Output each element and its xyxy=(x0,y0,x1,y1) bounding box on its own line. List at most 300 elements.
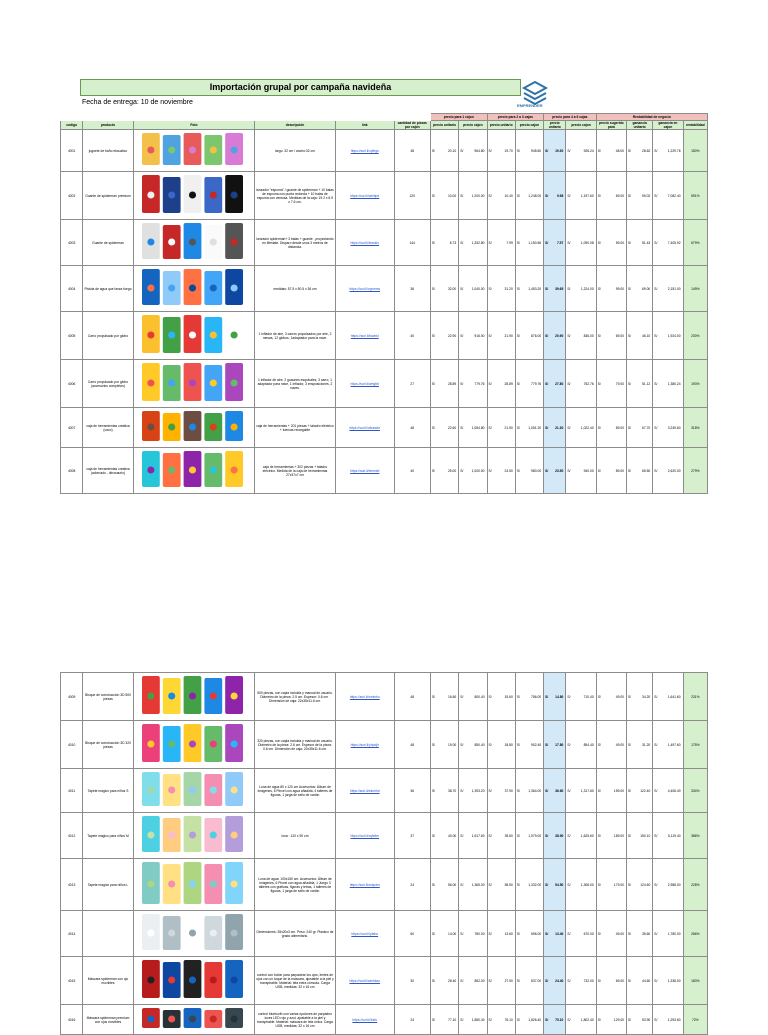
unit-profit xyxy=(627,721,653,769)
currency-symbol: S/ xyxy=(567,1017,571,1022)
product-code: 4015 xyxy=(61,957,83,1005)
price-3-unit xyxy=(544,448,566,494)
column-header: Foto xyxy=(133,121,254,130)
suggested-price xyxy=(596,312,626,360)
product-photo-cell xyxy=(133,360,254,408)
suggested-price xyxy=(596,769,626,813)
product-link[interactable]: https://surl.li/wkchhd xyxy=(349,788,380,793)
currency-symbol: S/ xyxy=(431,978,436,983)
currency-symbol: S/ xyxy=(654,978,658,983)
currency-symbol: S/ xyxy=(545,148,549,153)
column-header: cantidad de piezas por cajon xyxy=(394,121,430,130)
currency-symbol: S/ xyxy=(628,381,632,386)
product-description: 1 inflador de aire, 3 carros propulsados por aire, 2 mesas, 12 globos, 1adaptador para la nave. xyxy=(255,312,336,360)
price-2-unit xyxy=(487,130,515,172)
amount: 2,151.00 xyxy=(667,286,681,291)
currency-symbol: S/ xyxy=(516,882,520,887)
box-profit xyxy=(653,911,683,957)
currency-symbol: S/ xyxy=(654,240,658,245)
product-link[interactable]: https://surl.li/wntpdm xyxy=(349,882,380,887)
price-1-box xyxy=(459,1005,487,1035)
amount: 48.00 xyxy=(615,148,624,153)
product-code: 4014 xyxy=(61,911,83,957)
product-name: Tapete magico para niños M xyxy=(83,813,134,859)
box-profit xyxy=(653,859,683,911)
photo-shape xyxy=(189,423,196,430)
price-2-box xyxy=(515,172,543,220)
photo-shape xyxy=(189,284,196,291)
suggested-price xyxy=(596,360,626,408)
box-profit xyxy=(653,360,683,408)
amount: 3,249.60 xyxy=(667,425,681,430)
currency-symbol: S/ xyxy=(545,833,549,838)
box-profit xyxy=(653,408,683,448)
price-1-unit xyxy=(430,1005,458,1035)
price-2-box xyxy=(515,360,543,408)
table-row xyxy=(61,911,708,957)
price-1-unit xyxy=(430,130,458,172)
photo-shape xyxy=(147,692,154,699)
logo-text: EMPRENDER xyxy=(517,103,543,108)
currency-symbol: S/ xyxy=(516,425,520,430)
currency-symbol: S/ xyxy=(597,148,601,153)
amount: 1,051.20 xyxy=(528,425,542,430)
product-link-cell xyxy=(335,312,394,360)
product-link-cell xyxy=(335,859,394,911)
currency-symbol: S/ xyxy=(460,742,464,747)
box-profit xyxy=(653,172,683,220)
price-1-unit xyxy=(430,911,458,957)
product-code: 4013 xyxy=(61,859,83,911)
amount: 710.40 xyxy=(583,694,594,699)
product-name: Máscara spiderman premium con ojos movibles xyxy=(83,1005,134,1035)
product-code: 4002 xyxy=(61,172,83,220)
currency-symbol: S/ xyxy=(488,240,492,245)
amount: 99.00 xyxy=(615,286,624,291)
price-2-box xyxy=(515,448,543,494)
product-link[interactable]: https://surl.li/xyfbgs xyxy=(350,148,379,153)
currency-symbol: S/ xyxy=(516,333,520,338)
photo-shape xyxy=(168,191,175,198)
product-photo-cell xyxy=(133,673,254,721)
photo-shape xyxy=(147,331,154,338)
currency-symbol: S/ xyxy=(516,694,520,699)
unit-profit xyxy=(627,448,653,494)
product-description: Dimensiones: 28x20x3 cm. Peso: 240 gr. Plastico de grado alimentario. xyxy=(255,911,336,957)
photo-shape xyxy=(189,379,196,386)
amount: 1,293.60 xyxy=(667,1017,681,1022)
price-1-box xyxy=(459,220,487,266)
photo-shape xyxy=(189,976,196,983)
product-photo-cell xyxy=(133,859,254,911)
currency-symbol: S/ xyxy=(516,742,520,747)
product-photo xyxy=(138,131,250,169)
amount: 1,000.00 xyxy=(471,468,485,473)
unit-profit xyxy=(627,813,653,859)
profitability: 334% xyxy=(683,769,707,813)
price-3-box xyxy=(566,220,596,266)
amount: 779.76 xyxy=(474,381,485,386)
product-link[interactable]: https://surl.li/bmmstf xyxy=(350,468,380,473)
photo-shape xyxy=(168,740,175,747)
currency-symbol: S/ xyxy=(488,694,492,699)
photo-shape xyxy=(189,831,196,838)
currency-symbol: S/ xyxy=(567,833,571,838)
product-link-cell xyxy=(335,220,394,266)
price-1-box xyxy=(459,448,487,494)
amount: 38.70 xyxy=(447,788,457,793)
price-1-unit xyxy=(430,721,458,769)
photo-shape xyxy=(147,191,154,198)
product-link[interactable]: https://surl.li/wmhkax xyxy=(349,978,381,983)
table-row xyxy=(61,172,708,220)
product-link[interactable]: https://surl.li/pfaho xyxy=(351,931,379,936)
amount: 49.00 xyxy=(615,694,624,699)
product-photo xyxy=(138,313,250,357)
product-link-cell xyxy=(335,266,394,312)
photo-shape xyxy=(189,929,196,936)
product-name: Máscara spiderman con ojo movibles xyxy=(83,957,134,1005)
blank-group-cell xyxy=(61,114,431,121)
amount: 21.90 xyxy=(504,333,513,338)
currency-symbol: S/ xyxy=(628,742,632,747)
photo-shape xyxy=(147,423,154,430)
product-description: Lona de agua: 100x150 cm. Accesorios: Álbum de imágenes, 6 Pincel con agua añadida, 1 Juego 3 talleres con graficas, figuras y letras, 1 talleres de figuras, 1 jarga de sello de cartón xyxy=(255,859,336,911)
profitability: 591% xyxy=(683,172,707,220)
photo-shape xyxy=(168,976,175,983)
amount: 4,406.40 xyxy=(667,788,681,793)
product-link[interactable]: https://surl.li/bzfu xyxy=(352,1017,378,1022)
amount: 27.80 xyxy=(555,381,564,386)
amount: 22.90 xyxy=(447,333,457,338)
column-header: precio sugerido para xyxy=(596,121,626,130)
currency-symbol: S/ xyxy=(597,833,601,838)
price-2-box xyxy=(515,1005,543,1035)
amount: 1,497.60 xyxy=(667,742,681,747)
amount: 21.90 xyxy=(504,425,513,430)
product-link[interactable]: https://surl.li/vgxmnw xyxy=(349,286,381,291)
amount: 77.10 xyxy=(447,1017,457,1022)
price-1-box xyxy=(459,172,487,220)
product-name: caja de herramientas creativa (adornado - dinosaurio) xyxy=(83,448,134,494)
amount: 1,380.24 xyxy=(667,381,681,386)
price-2-unit xyxy=(487,859,515,911)
amount: 1,393.20 xyxy=(471,788,485,793)
product-link[interactable]: https://surl.li/wmtxbu xyxy=(349,694,380,699)
currency-symbol: S/ xyxy=(654,148,658,153)
amount: 19.30 xyxy=(555,148,564,153)
product-photo xyxy=(138,449,250,491)
currency-symbol: S/ xyxy=(488,193,492,198)
box-profit xyxy=(653,130,683,172)
currency-symbol: S/ xyxy=(654,742,658,747)
currency-symbol: S/ xyxy=(628,148,632,153)
suggested-price xyxy=(596,220,626,266)
unit-profit xyxy=(627,1005,653,1035)
profitability: 279% xyxy=(683,448,707,494)
amount: 916.00 xyxy=(474,333,485,338)
amount: 28.89 xyxy=(504,381,513,386)
product-link-cell xyxy=(335,130,394,172)
price-3-unit xyxy=(544,957,566,1005)
product-photo xyxy=(138,912,250,954)
price-2-unit xyxy=(487,408,515,448)
amount: 1,248.00 xyxy=(528,193,542,198)
price-2-box xyxy=(515,673,543,721)
amount: 9.98 xyxy=(556,193,564,198)
amount: 1,364.00 xyxy=(528,788,542,793)
piece-quantity: 27 xyxy=(394,360,430,408)
currency-symbol: S/ xyxy=(545,193,549,198)
profitability: 386% xyxy=(683,813,707,859)
suggested-price xyxy=(596,859,626,911)
amount: 67.70 xyxy=(642,425,651,430)
product-link[interactable]: https://surl.li/dtxaiwkr xyxy=(349,425,381,430)
price-2-unit xyxy=(487,360,515,408)
column-header: ganancia unitario xyxy=(627,121,653,130)
amount: 902.40 xyxy=(531,742,542,747)
amount: 1,308.00 xyxy=(580,882,594,887)
profitability: 231% xyxy=(683,673,707,721)
product-link[interactable]: https://surl.li/tswbkt xyxy=(350,333,379,338)
photo-shape xyxy=(230,191,237,198)
photo-shape xyxy=(210,146,217,153)
price-2-box xyxy=(515,911,543,957)
product-description: lona : 120 x 90 cm xyxy=(255,813,336,859)
amount: 129.00 xyxy=(613,1017,624,1022)
amount: 59.00 xyxy=(615,240,624,245)
price-2-box xyxy=(515,721,543,769)
currency-symbol: S/ xyxy=(567,742,571,747)
currency-symbol: S/ xyxy=(488,468,492,473)
amount: 20.10 xyxy=(447,148,457,153)
price-1-unit xyxy=(430,859,458,911)
currency-symbol: S/ xyxy=(654,333,658,338)
photo-shape xyxy=(210,238,217,245)
currency-symbol: S/ xyxy=(597,193,601,198)
price-group-header: Rentabilidad de negocio xyxy=(596,114,707,121)
photo-shape xyxy=(210,423,217,430)
product-code: 4011 xyxy=(61,769,83,813)
product-link[interactable]: https://surl.li/rqfzftm xyxy=(350,833,380,838)
currency-symbol: S/ xyxy=(488,425,492,430)
suggested-price xyxy=(596,813,626,859)
photo-shape xyxy=(147,379,154,386)
currency-symbol: S/ xyxy=(567,978,571,983)
price-2-unit xyxy=(487,721,515,769)
photo-shape xyxy=(230,284,237,291)
product-name: Bloque de construcción 3D 500 piezas xyxy=(83,673,134,721)
price-1-unit xyxy=(430,220,458,266)
column-header: producto xyxy=(83,121,134,130)
currency-symbol: S/ xyxy=(460,240,464,245)
photo-shape xyxy=(168,238,175,245)
photo-shape xyxy=(168,379,175,386)
price-1-unit xyxy=(430,769,458,813)
unit-profit xyxy=(627,172,653,220)
photo-shape xyxy=(230,146,237,153)
currency-symbol: S/ xyxy=(488,286,492,291)
column-header: precio cajon xyxy=(459,121,487,130)
currency-symbol: S/ xyxy=(628,931,632,936)
price-3-box xyxy=(566,312,596,360)
suggested-price xyxy=(596,911,626,957)
product-photo xyxy=(138,770,250,810)
amount: 1,365.00 xyxy=(471,882,485,887)
amount: 837.00 xyxy=(531,978,542,983)
amount: 945.60 xyxy=(531,148,542,153)
price-1-unit xyxy=(430,266,458,312)
amount: 69.00 xyxy=(615,333,624,338)
photo-shape xyxy=(189,331,196,338)
unit-profit xyxy=(627,859,653,911)
photo-shape xyxy=(230,740,237,747)
price-2-box xyxy=(515,130,543,172)
price-1-unit xyxy=(430,172,458,220)
currency-symbol: S/ xyxy=(567,286,571,291)
currency-symbol: S/ xyxy=(654,381,658,386)
column-header: precio cajon xyxy=(515,121,543,130)
box-profit xyxy=(653,312,683,360)
photo-shape xyxy=(189,146,196,153)
price-1-unit xyxy=(430,673,458,721)
piece-quantity: 36 xyxy=(394,266,430,312)
price-3-unit xyxy=(544,130,566,172)
amount: 69.00 xyxy=(615,978,624,983)
amount: 38.90 xyxy=(555,833,564,838)
currency-symbol: S/ xyxy=(545,1017,549,1022)
amount: 89.00 xyxy=(615,425,624,430)
photo-shape xyxy=(230,331,237,338)
photo-shape xyxy=(189,191,196,198)
piece-quantity: 120 xyxy=(394,172,430,220)
amount: 696.00 xyxy=(531,931,542,936)
product-code: 4009 xyxy=(61,673,83,721)
price-3-unit xyxy=(544,172,566,220)
piece-quantity: 60 xyxy=(394,911,430,957)
price-3-box xyxy=(566,172,596,220)
piece-quantity: 48 xyxy=(394,721,430,769)
photo-shape xyxy=(230,423,237,430)
amount: 964.80 xyxy=(474,148,485,153)
currency-symbol: S/ xyxy=(597,1017,601,1022)
photo-shape xyxy=(230,466,237,473)
currency-symbol: S/ xyxy=(628,333,632,338)
photo-shape xyxy=(168,466,175,473)
amount: 779.76 xyxy=(531,381,542,386)
amount: 14.80 xyxy=(555,694,564,699)
product-link-cell xyxy=(335,360,394,408)
product-photo-cell xyxy=(133,721,254,769)
currency-symbol: S/ xyxy=(431,468,436,473)
photo-shape xyxy=(210,831,217,838)
piece-quantity: 144 xyxy=(394,220,430,266)
product-link[interactable]: https://surl.li/wrtgbb xyxy=(350,381,379,386)
amount: 19.70 xyxy=(504,148,513,153)
photo-shape xyxy=(168,786,175,793)
amount: 1,040.00 xyxy=(471,286,485,291)
product-code: 4007 xyxy=(61,408,83,448)
currency-symbol: S/ xyxy=(654,694,658,699)
photo-shape xyxy=(147,786,154,793)
amount: 1,802.40 xyxy=(580,1017,594,1022)
currency-symbol: S/ xyxy=(545,425,549,430)
amount: 51.43 xyxy=(642,240,651,245)
currency-symbol: S/ xyxy=(597,788,601,793)
amount: 150.10 xyxy=(640,833,651,838)
amount: 76.10 xyxy=(504,1017,513,1022)
product-name: Guante de spiderman premium xyxy=(83,172,134,220)
currency-symbol: S/ xyxy=(597,425,601,430)
product-photo xyxy=(138,958,250,1002)
product-link[interactable]: https://surl.li/yhpdjh xyxy=(350,742,379,747)
amount: 179.00 xyxy=(613,882,624,887)
suggested-price xyxy=(596,266,626,312)
currency-symbol: S/ xyxy=(597,694,601,699)
product-code: 4006 xyxy=(61,360,83,408)
currency-symbol: S/ xyxy=(597,742,601,747)
photo-shape xyxy=(168,929,175,936)
currency-symbol: S/ xyxy=(516,148,520,153)
photo-shape xyxy=(189,692,196,699)
profitability: 193% xyxy=(683,360,707,408)
product-photo xyxy=(138,361,250,405)
photo-shape xyxy=(147,238,154,245)
photo-shape xyxy=(210,692,217,699)
photo-shape xyxy=(168,692,175,699)
amount: 2,988.00 xyxy=(667,882,681,887)
price-2-box xyxy=(515,312,543,360)
photo-shape xyxy=(210,786,217,793)
amount: 10.00 xyxy=(447,193,457,198)
product-link-cell xyxy=(335,172,394,220)
amount: 1,453.20 xyxy=(528,286,542,291)
product-link[interactable]: https://surl.li/lmwkio xyxy=(350,240,380,245)
product-description: caja de herramientas + 302 piezas + taladro eléctrico. Medida de la caja de herramientas 27x37x7 cm xyxy=(255,448,336,494)
product-photo-cell xyxy=(133,1005,254,1035)
price-3-unit xyxy=(544,1005,566,1035)
profitability: 318% xyxy=(683,408,707,448)
currency-symbol: S/ xyxy=(545,381,549,386)
price-3-box xyxy=(566,813,596,859)
amount: 1,224.00 xyxy=(580,286,594,291)
amount: 1,979.00 xyxy=(528,833,542,838)
unit-profit xyxy=(627,312,653,360)
currency-symbol: S/ xyxy=(654,286,658,291)
photo-shape xyxy=(230,379,237,386)
price-3-unit xyxy=(544,312,566,360)
currency-symbol: S/ xyxy=(460,1017,464,1022)
unit-profit xyxy=(627,957,653,1005)
currency-symbol: S/ xyxy=(628,193,632,198)
amount: 24.50 xyxy=(504,468,513,473)
amount: 13.40 xyxy=(555,931,564,936)
currency-symbol: S/ xyxy=(628,1017,632,1022)
product-link-cell xyxy=(335,408,394,448)
price-2-unit xyxy=(487,312,515,360)
price-1-box xyxy=(459,130,487,172)
product-link[interactable]: https://surl.li/wkhtpd xyxy=(350,193,380,198)
product-description: largo: 32 cm / ancho:32 cm xyxy=(255,130,336,172)
amount: 16.60 xyxy=(447,694,457,699)
amount: 926.24 xyxy=(583,148,594,153)
price-3-box xyxy=(566,957,596,1005)
amount: 876.00 xyxy=(531,333,542,338)
currency-symbol: S/ xyxy=(597,468,601,473)
price-1-unit xyxy=(430,312,458,360)
box-profit xyxy=(653,813,683,859)
amount: 189.00 xyxy=(613,833,624,838)
